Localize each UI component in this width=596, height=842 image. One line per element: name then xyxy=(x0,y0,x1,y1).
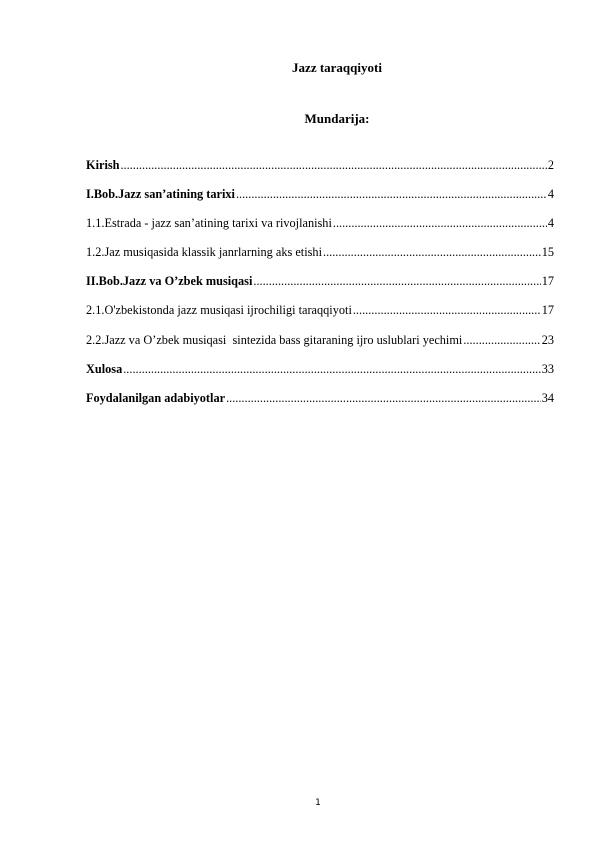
toc-leader-dots xyxy=(226,391,541,406)
toc-entry-label: Kirish xyxy=(86,158,120,172)
toc-entry-page: 4 xyxy=(547,187,554,202)
toc-entry-1-2[interactable] xyxy=(86,245,554,274)
document-title: Jazz taraqqiyoti xyxy=(292,60,382,75)
toc-leader-dots xyxy=(353,303,541,318)
toc-entry-page: 33 xyxy=(541,361,554,376)
toc-entry-xulosa[interactable] xyxy=(86,362,554,391)
toc-entry-page: 15 xyxy=(541,245,554,260)
toc-leader-dots xyxy=(123,362,540,377)
toc-leader-dots xyxy=(463,333,540,348)
toc-entry-page: 4 xyxy=(547,216,554,231)
toc-entry-page: 34 xyxy=(541,390,554,405)
toc-entry-kirish[interactable] xyxy=(86,158,554,187)
toc-heading: Mundarija: xyxy=(304,111,370,126)
table-of-contents xyxy=(86,158,554,420)
page-number: 1 xyxy=(315,798,321,808)
toc-leader-dots xyxy=(323,245,541,260)
toc-leader-dots xyxy=(120,158,546,173)
toc-entry-2-2[interactable] xyxy=(86,333,554,362)
toc-entry-bob-2[interactable] xyxy=(86,274,554,303)
toc-entry-label: Foydalanilgan adabiyotlar xyxy=(86,390,226,405)
toc-entry-label: 2.2.Jazz va O’zbek musiqasi sintezida bass gitaraning ijro uslublari yechimi xyxy=(86,332,463,347)
toc-leader-dots xyxy=(253,274,540,289)
toc-entry-adabiyotlar[interactable] xyxy=(86,391,554,420)
toc-entry-page: 17 xyxy=(541,274,554,289)
toc-entry-page: 23 xyxy=(541,332,554,347)
toc-leader-dots xyxy=(236,187,547,202)
toc-entry-label: 1.1.Estrada - jazz san’atining tarixi va rivojlanishi xyxy=(86,216,332,231)
toc-leader-dots xyxy=(333,216,547,231)
toc-entry-page: 17 xyxy=(541,303,554,318)
toc-entry-label: II.Bob.Jazz va O’zbek musiqasi xyxy=(86,274,253,289)
toc-entry-label: 1.2.Jaz musiqasida klassik janrlarning aks etishi xyxy=(86,245,322,260)
toc-entry-label: 2.1.O'zbekistonda jazz musiqasi ijrochiligi taraqqiyoti xyxy=(86,303,352,318)
toc-entry-bob-1[interactable] xyxy=(86,187,554,216)
toc-entry-label: I.Bob.Jazz san’atining tarixi xyxy=(86,187,235,202)
toc-entry-label: Xulosa xyxy=(86,361,123,376)
toc-entry-2-1[interactable] xyxy=(86,303,554,332)
toc-entry-1-1[interactable] xyxy=(86,216,554,245)
toc-entry-page: 2 xyxy=(547,158,554,172)
